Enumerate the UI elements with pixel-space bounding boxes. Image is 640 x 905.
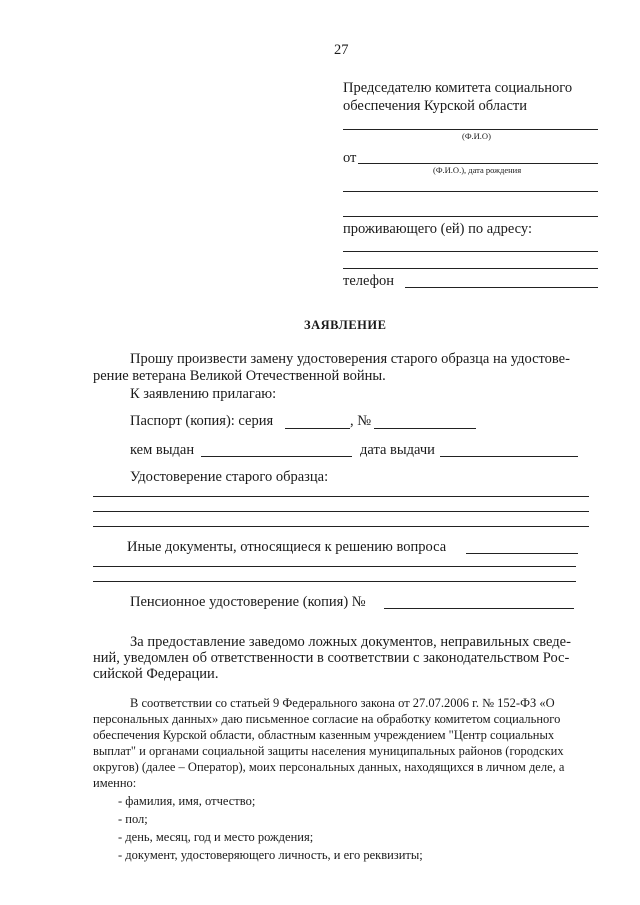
warning-line-3: сийской Федерации. [93,666,219,682]
pension-label: Пенсионное удостоверение (копия) № [130,594,366,610]
old-certificate-line-3[interactable] [93,526,589,527]
address-underline-1[interactable] [343,251,598,252]
consent-line-3: обеспечения Курской области, областным казенным учреждением "Центр социальных [93,728,555,742]
issued-by-label: кем выдан [130,442,195,458]
from-underline-3[interactable] [343,216,598,217]
other-docs-field[interactable] [466,553,578,554]
document-title: ЗАЯВЛЕНИЕ [304,318,387,332]
from-caption: (Ф.И.О.), дата рождения [433,165,522,175]
from-label: от [343,150,357,166]
old-certificate-line-2[interactable] [93,511,589,512]
consent-line-4: выплат" и органами социальной защиты населения муниципальных районов (городских [93,744,564,758]
issue-date-label: дата выдачи [360,442,435,458]
warning-line-1: За предоставление заведомо ложных документов, неправильных сведе- [130,634,571,650]
request-line-2: рение ветерана Великой Отечественной войны. [93,368,386,384]
consent-item-2: - пол; [118,812,148,826]
addressee-line-2: обеспечения Курской области [343,98,527,114]
fio-underline[interactable] [343,129,598,130]
phone-label: телефон [343,273,395,289]
passport-label: Паспорт (копия): серия [130,413,274,429]
consent-item-4: - документ, удостоверяющего личность, и его реквизиты; [118,848,423,862]
attach-label: К заявлению прилагаю: [130,386,277,402]
old-certificate-line-1[interactable] [93,496,589,497]
old-certificate-label: Удостоверение старого образца: [130,469,329,485]
passport-series-field[interactable] [285,428,350,429]
warning-line-2: ний, уведомлен об ответственности в соответствии с законодательством Рос- [93,650,570,666]
address-underline-2[interactable] [343,268,598,269]
issue-date-field[interactable] [440,456,578,457]
passport-number-field[interactable] [374,428,476,429]
other-docs-line-2[interactable] [93,581,576,582]
issued-by-field[interactable] [201,456,352,457]
consent-item-3: - день, месяц, год и место рождения; [118,830,314,844]
consent-line-6: именно: [93,776,137,790]
passport-number-label: , № [350,413,372,429]
consent-line-1: В соответствии со статьей 9 Федерального закона от 27.07.2006 г. № 152-ФЗ «О [130,696,555,710]
pension-number-field[interactable] [384,608,574,609]
other-docs-label: Иные документы, относящиеся к решению вопроса [127,539,447,555]
consent-line-2: персональных данных» даю письменное согласие на обработку комитетом социального [93,712,561,726]
other-docs-line-1[interactable] [93,566,576,567]
page-number: 27 [334,42,349,58]
addressee-line-1: Председателю комитета социального [343,80,573,96]
phone-underline[interactable] [405,287,598,288]
from-underline-2[interactable] [343,191,598,192]
request-line-1: Прошу произвести замену удостоверения старого образца на удостове- [130,351,570,367]
consent-item-1: - фамилия, имя, отчество; [118,794,256,808]
from-underline[interactable] [358,163,598,164]
consent-line-5: округов) (далее – Оператор), моих персональных данных, находящихся в личном деле, а [93,760,565,774]
fio-caption: (Ф.И.О) [462,131,491,141]
address-label: проживающего (ей) по адресу: [343,221,532,237]
